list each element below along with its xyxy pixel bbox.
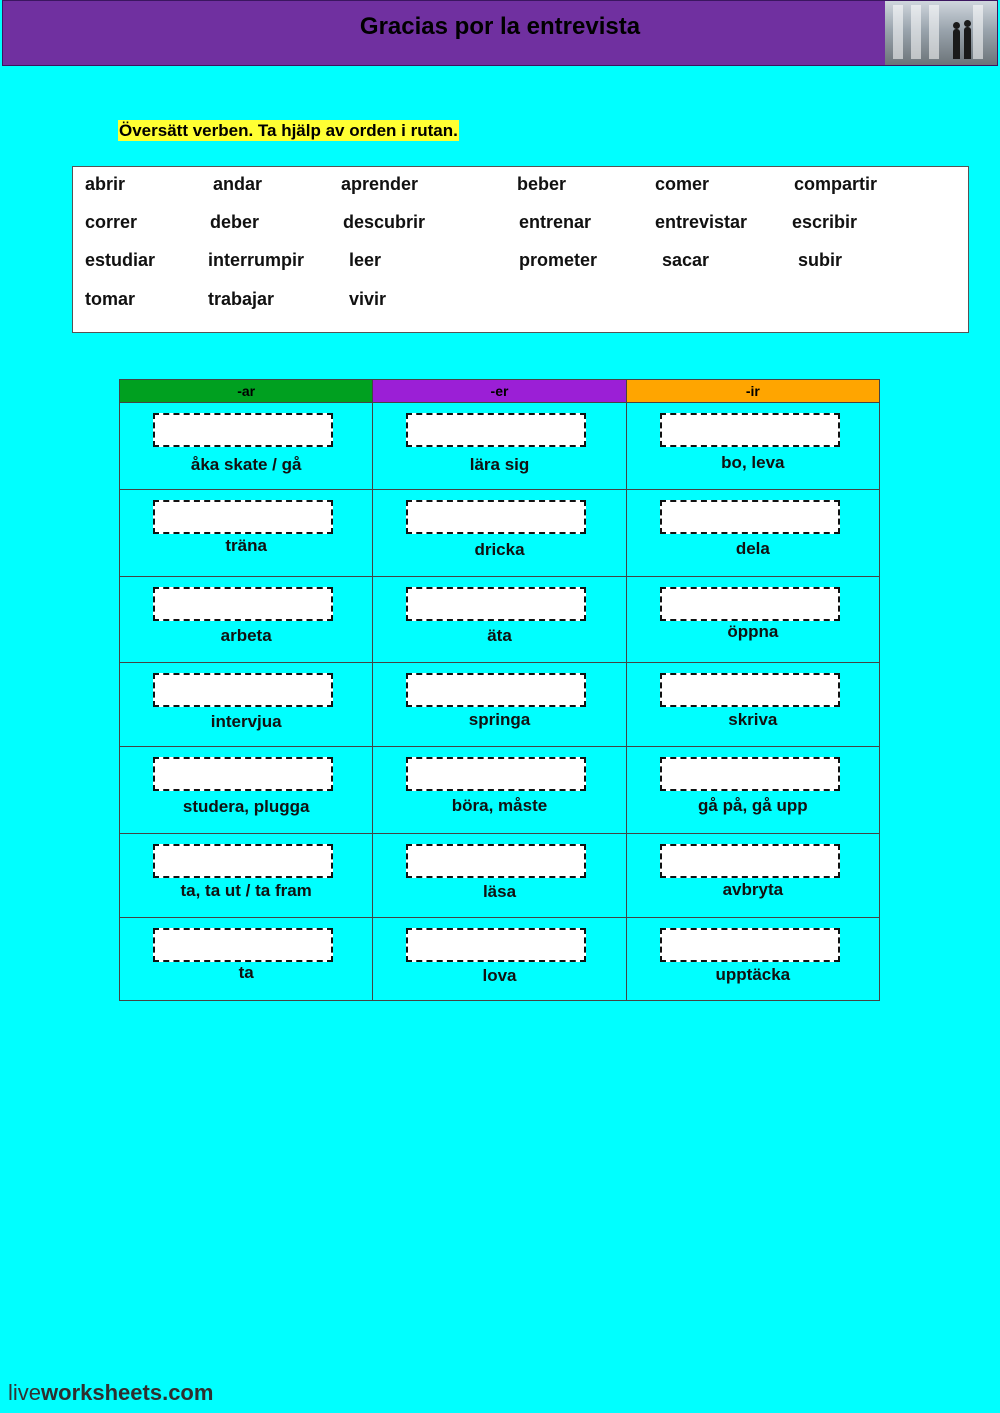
answer-input[interactable] [153,413,333,447]
swedish-verb-label: ta [238,963,254,982]
verb-cell-ar [120,403,373,490]
swedish-verb-label: upptäcka [715,965,791,984]
word-bank-item: tomar [85,289,136,309]
answer-input[interactable] [660,928,840,962]
verb-cell-ir [626,663,879,747]
table-row [120,663,880,747]
answer-input[interactable] [153,757,333,791]
answer-input[interactable] [406,928,586,962]
word-bank-item: estudiar [85,250,156,270]
word-bank-item: vivir [349,289,387,309]
word-bank-item: aprender [341,174,419,194]
answer-input[interactable] [406,500,586,534]
answer-input[interactable] [153,844,333,878]
swedish-verb-label: läsa [482,882,517,901]
verb-cell-ir [626,834,879,918]
swedish-verb-label: åka skate / gå [190,455,302,474]
word-bank-item: interrumpir [208,250,305,270]
swedish-verb-label: dela [735,539,770,558]
verb-cell-er [373,918,626,1001]
word-bank-item: escribir [792,212,858,232]
answer-input[interactable] [153,928,333,962]
liveworksheets-logo: liveworksheets.com [8,1380,214,1405]
answer-input[interactable] [660,844,840,878]
table-row [120,747,880,834]
word-bank-item: subir [798,250,843,270]
column-header-ir: -ir [626,380,879,403]
swedish-verb-label: äta [487,626,512,645]
word-bank-item: entrevistar [655,212,748,232]
verb-cell-ar [120,490,373,577]
verb-cell-ar [120,577,373,663]
answer-input[interactable] [406,844,586,878]
table-row [120,403,880,490]
table-row [120,490,880,577]
swedish-verb-label: gå på, gå upp [698,796,808,815]
answer-input[interactable] [660,587,840,621]
swedish-verb-label: springa [468,710,531,729]
answer-input[interactable] [406,587,586,621]
answer-input[interactable] [660,757,840,791]
verb-table [119,379,880,1001]
answer-input[interactable] [153,500,333,534]
answer-input[interactable] [660,413,840,447]
verb-cell-er [373,663,626,747]
instruction-text: Översätt verben. Ta hjälp av orden i rutan. [119,121,458,140]
word-bank-item: beber [517,174,567,194]
answer-input[interactable] [406,413,586,447]
swedish-verb-label: lära sig [469,455,530,474]
answer-input[interactable] [153,587,333,621]
verb-cell-er [373,490,626,577]
verb-cell-ir [626,747,879,834]
swedish-verb-label: avbryta [722,880,784,899]
table-header-row [120,380,880,403]
table-row [120,918,880,1001]
word-bank-item: correr [85,212,138,232]
swedish-verb-label: lova [482,966,517,985]
hallway-photo [885,1,997,65]
table-row [120,834,880,918]
answer-input[interactable] [406,673,586,707]
verb-cell-er [373,403,626,490]
word-bank-item: leer [349,250,382,270]
word-bank-item: prometer [519,250,598,270]
word-bank-item: compartir [794,174,878,194]
column-header-ar: -ar [120,380,373,403]
word-bank-item: trabajar [208,289,275,309]
table-row [120,577,880,663]
verb-cell-ir [626,918,879,1001]
verb-cell-ar [120,918,373,1001]
verb-cell-ir [626,490,879,577]
page-title: Gracias por la entrevista [359,13,641,40]
word-bank-item: sacar [662,250,710,270]
swedish-verb-label: öppna [727,622,779,641]
answer-input[interactable] [660,673,840,707]
swedish-verb-label: studera, plugga [182,797,310,816]
word-bank [72,166,969,333]
word-bank-item: deber [210,212,260,232]
word-bank-item: entrenar [519,212,592,232]
verb-cell-er [373,577,626,663]
verb-cell-ar [120,834,373,918]
swedish-verb-label: böra, måste [451,796,548,815]
swedish-verb-label: intervjua [210,712,282,731]
column-header-er: -er [373,380,626,403]
swedish-verb-label: bo, leva [721,453,785,472]
verb-cell-ir [626,577,879,663]
swedish-verb-label: arbeta [220,626,272,645]
answer-input[interactable] [406,757,586,791]
verb-cell-ar [120,663,373,747]
swedish-verb-label: skriva [728,710,778,729]
verb-cell-ar [120,747,373,834]
verb-cell-er [373,834,626,918]
answer-input[interactable] [153,673,333,707]
title-banner [2,0,998,66]
verb-cell-er [373,747,626,834]
word-bank-item: comer [655,174,710,194]
verb-cell-ir [626,403,879,490]
swedish-verb-label: träna [225,536,267,555]
word-bank-item: andar [213,174,263,194]
word-bank-item: abrir [85,174,126,194]
swedish-verb-label: ta, ta ut / ta fram [180,881,312,900]
word-bank-item: descubrir [343,212,426,232]
swedish-verb-label: dricka [474,540,525,559]
answer-input[interactable] [660,500,840,534]
